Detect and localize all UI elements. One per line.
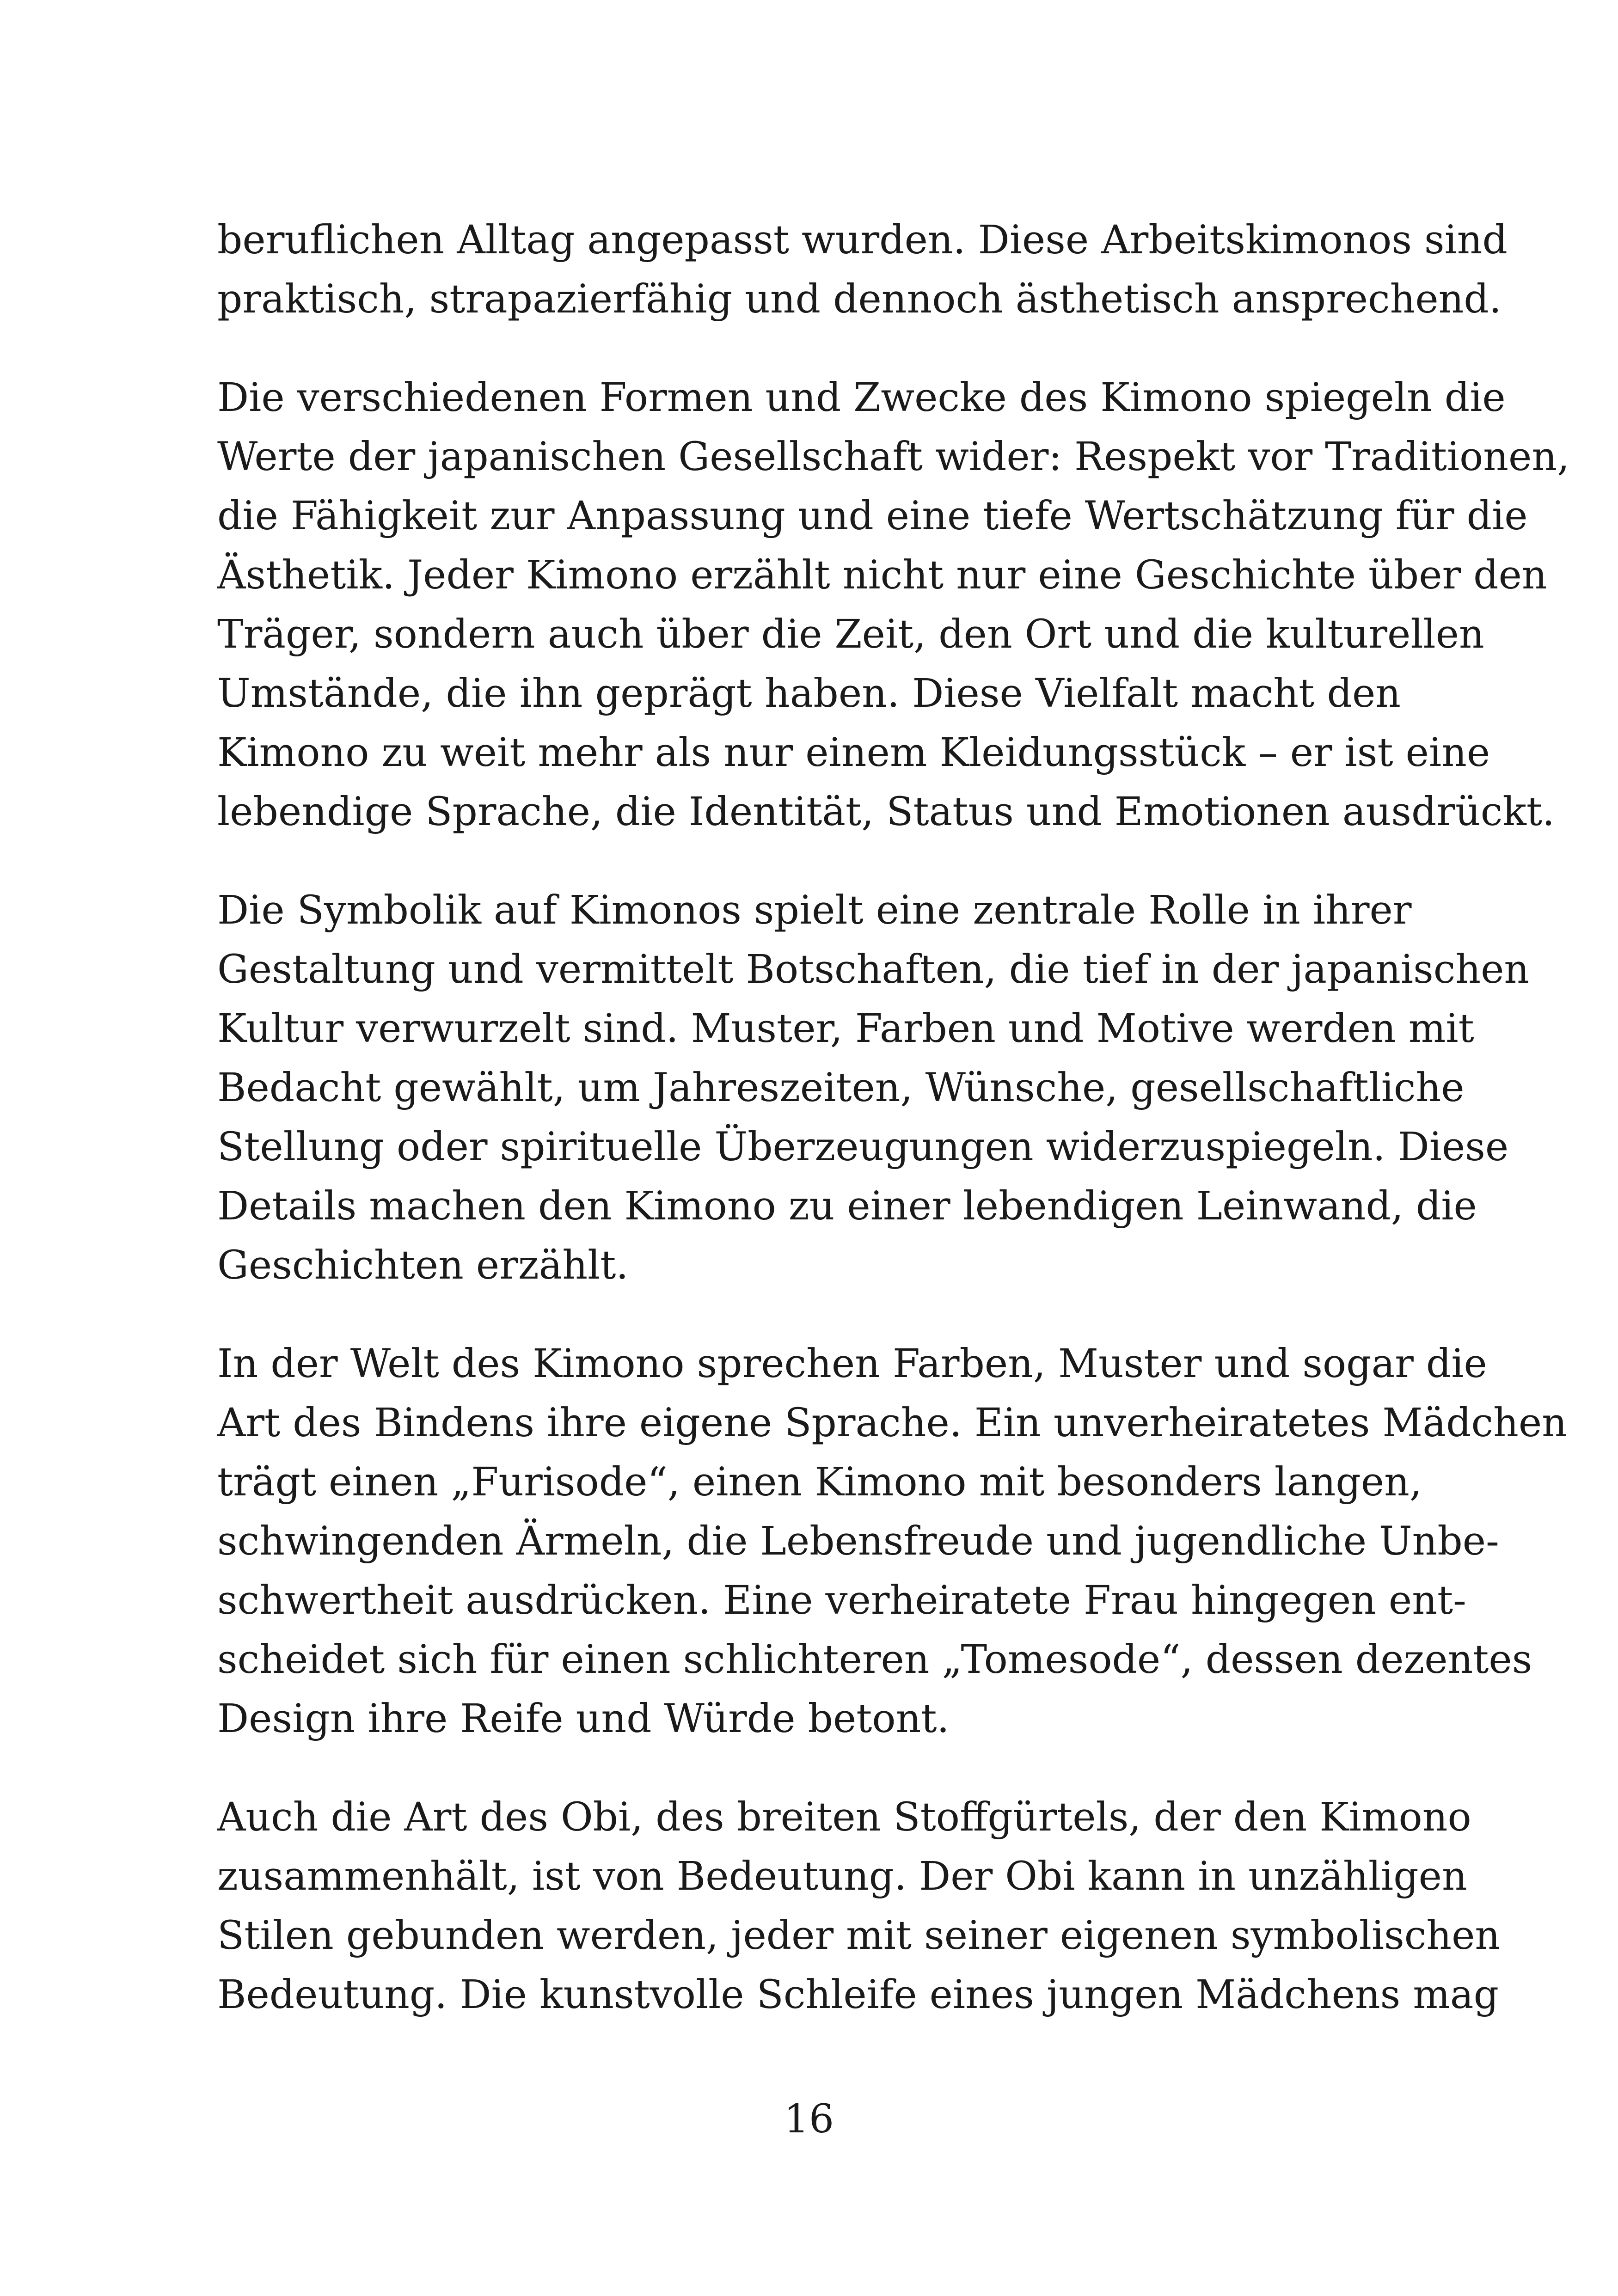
text-line: Werte der japanischen Gesellschaft wider: Respekt vor Traditionen,	[217, 434, 1570, 480]
paragraph-2	[217, 368, 1570, 842]
text-line: Bedeutung. Die kunstvolle Schleife eines jungen Mädchens mag	[217, 1972, 1499, 2018]
text-line: Die Symbolik auf Kimonos spielt eine zentrale Rolle in ihrer	[217, 888, 1412, 933]
text-line: praktisch, strapazierfähig und dennoch ästhetisch ansprechend.	[217, 276, 1502, 322]
text-line: Träger, sondern auch über die Zeit, den Ort und die kulturellen	[217, 612, 1484, 657]
text-line: Stilen gebunden werden, jeder mit seiner eigenen symbolischen	[217, 1913, 1501, 1959]
paragraph-1	[217, 211, 1508, 329]
text-line: die Fähigkeit zur Anpassung und eine tiefe Wertschätzung für die	[217, 493, 1528, 539]
text-line: scheidet sich für einen schlichteren „Tomesode“, dessen dezentes	[217, 1637, 1532, 1683]
text-line: In der Welt des Kimono sprechen Farben, Muster und sogar die	[217, 1341, 1487, 1387]
text-line: schwingenden Ärmeln, die Lebensfreude und jugendliche Unbe-	[217, 1518, 1499, 1564]
text-line: Design ihre Reife und Würde betont.	[217, 1696, 950, 1742]
paragraph-3	[217, 881, 1530, 1295]
text-line: Bedacht gewählt, um Jahreszeiten, Wünsche, gesellschaftliche	[217, 1065, 1465, 1111]
text-line: Details machen den Kimono zu einer lebendigen Leinwand, die	[217, 1183, 1477, 1229]
text-line: trägt einen „Furisode“, einen Kimono mit besonders langen,	[217, 1459, 1422, 1505]
text-line: Umstände, die ihn geprägt haben. Diese Vielfalt macht den	[217, 671, 1401, 716]
text-line: Ästhetik. Jeder Kimono erzählt nicht nur eine Geschichte über den	[217, 552, 1547, 598]
text-line: Die verschiedenen Formen und Zwecke des Kimono spiegeln die	[217, 375, 1506, 421]
text-line: Gestaltung und vermittelt Botschaften, die tief in der japanischen	[217, 947, 1530, 992]
body-text	[217, 211, 1570, 2064]
text-line: zusammenhält, ist von Bedeutung. Der Obi kann in unzähligen	[217, 1854, 1467, 1899]
paragraph-5	[217, 1788, 1501, 2025]
text-line: Kimono zu weit mehr als nur einem Kleidungsstück – er ist eine	[217, 730, 1490, 776]
text-line: schwertheit ausdrücken. Eine verheiratete Frau hingegen ent-	[217, 1578, 1466, 1623]
paragraph-4	[217, 1335, 1567, 1749]
text-line: Geschichten erzählt.	[217, 1243, 629, 1288]
text-line: Stellung oder spirituelle Überzeugungen widerzuspiegeln. Diese	[217, 1124, 1509, 1170]
text-line: Auch die Art des Obi, des breiten Stoffgürtels, der den Kimono	[217, 1794, 1471, 1840]
text-line: Kultur verwurzelt sind. Muster, Farben und Motive werden mit	[217, 1006, 1474, 1052]
text-line: beruflichen Alltag angepasst wurden. Diese Arbeitskimonos sind	[217, 217, 1508, 263]
text-line: Art des Bindens ihre eigene Sprache. Ein unverheiratetes Mädchen	[217, 1400, 1567, 1446]
text-line: lebendige Sprache, die Identität, Status und Emotionen ausdrückt.	[217, 789, 1555, 835]
page-number: 16	[784, 2096, 834, 2142]
